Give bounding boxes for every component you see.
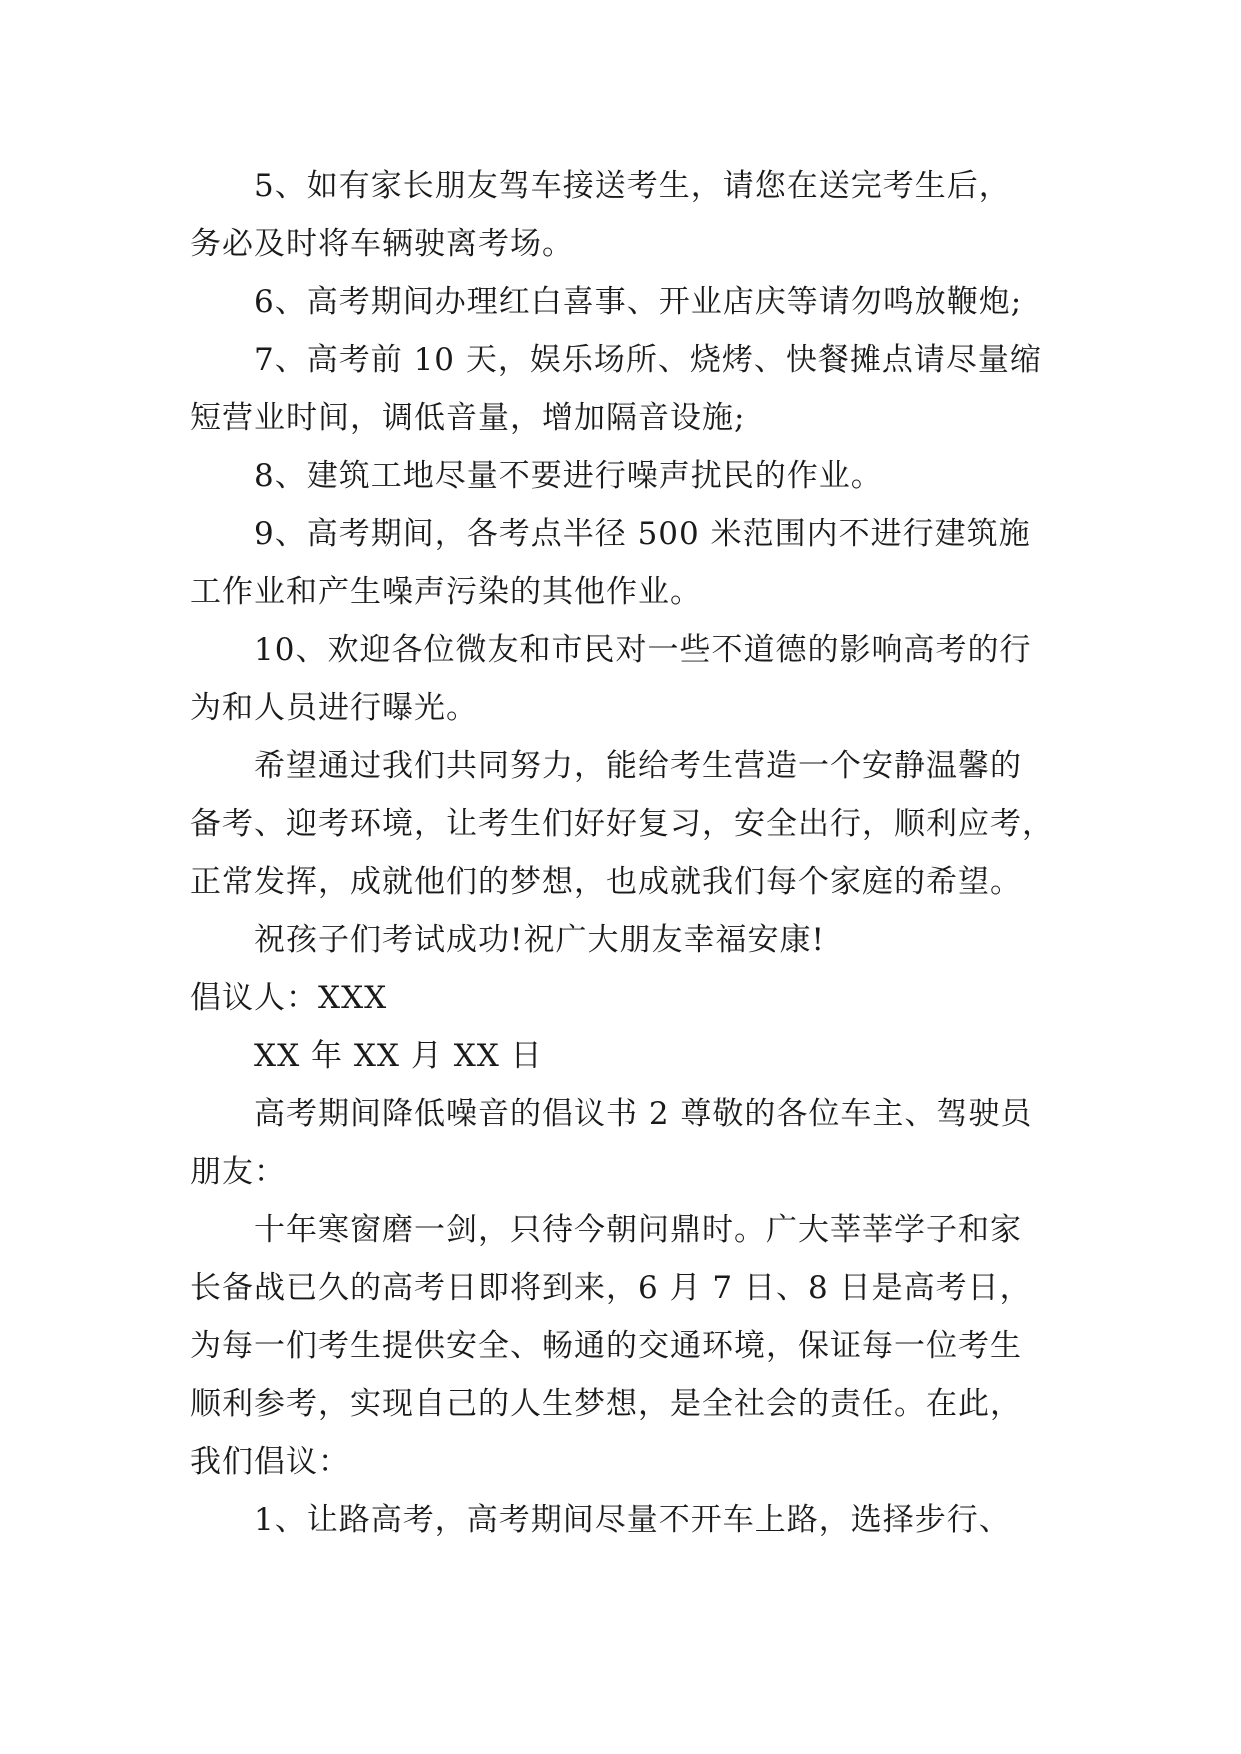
text-line: 备考、迎考环境，让考生们好好复习，安全出行，顺利应考， [190, 806, 1054, 842]
text-line: 1、让路高考，高考期间尽量不开车上路，选择步行、 [254, 1502, 1011, 1538]
text-line: 10、欢迎各位微友和市民对一些不道德的影响高考的行 [254, 632, 1032, 668]
text-line: 5、如有家长朋友驾车接送考生，请您在送完考生后， [254, 168, 1011, 204]
text-line: 朋友： [190, 1154, 286, 1190]
text-line: 为每一们考生提供安全、畅通的交通环境，保证每一位考生 [190, 1328, 1022, 1364]
text-line: 务必及时将车辆驶离考场。 [190, 226, 574, 262]
text-line: 工作业和产生噪声污染的其他作业。 [190, 574, 702, 610]
text-line: 7、高考前 10 天，娱乐场所、烧烤、快餐摊点请尽量缩 [254, 342, 1042, 378]
text-line: 8、建筑工地尽量不要进行噪声扰民的作业。 [254, 458, 883, 494]
text-line: 为和人员进行曝光。 [190, 690, 478, 726]
date-line: XX 年 XX 月 XX 日 [254, 1038, 543, 1074]
text-line: 祝孩子们考试成功!祝广大朋友幸福安康! [254, 922, 825, 958]
text-line: 短营业时间，调低音量，增加隔音设施; [190, 400, 746, 436]
text-line: 顺利参考，实现自己的人生梦想，是全社会的责任。在此， [190, 1386, 1022, 1422]
text-line: 希望通过我们共同努力，能给考生营造一个安静温馨的 [254, 748, 1022, 784]
text-line: 6、高考期间办理红白喜事、开业店庆等请勿鸣放鞭炮; [254, 284, 1023, 320]
text-line: 高考期间降低噪音的倡议书 2 尊敬的各位车主、驾驶员 [254, 1096, 1033, 1132]
text-line: 长备战已久的高考日即将到来，6 月 7 日、8 日是高考日， [190, 1270, 1032, 1306]
text-line: 十年寒窗磨一剑，只待今朝问鼎时。广大莘莘学子和家 [254, 1212, 1022, 1248]
text-line: 9、高考期间，各考点半径 500 米范围内不进行建筑施 [254, 516, 1031, 552]
signature-line: 倡议人：XXX [190, 980, 388, 1016]
text-line: 正常发挥，成就他们的梦想，也成就我们每个家庭的希望。 [190, 864, 1022, 900]
text-line: 我们倡议： [190, 1444, 350, 1480]
